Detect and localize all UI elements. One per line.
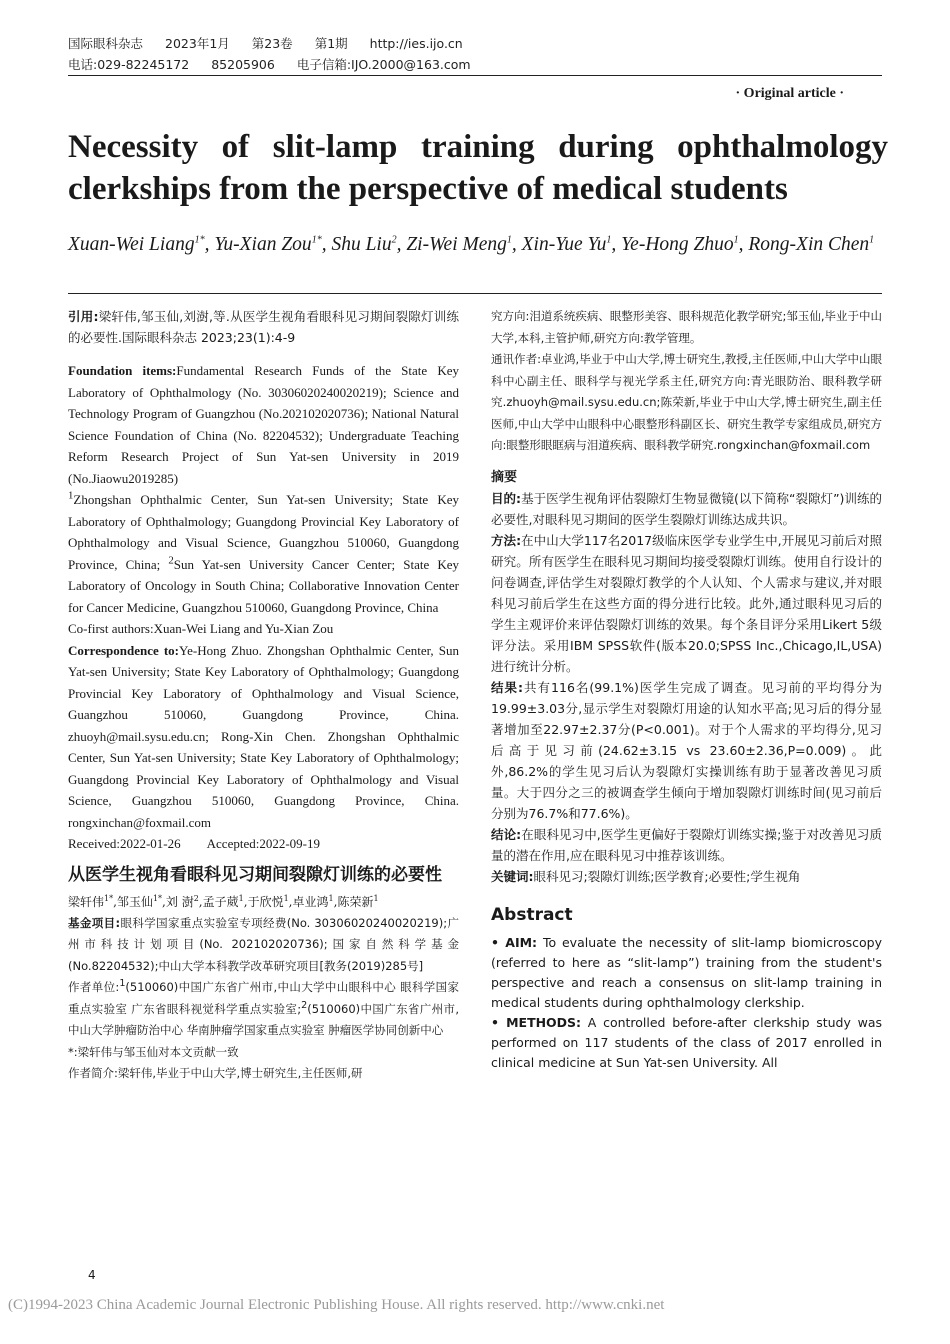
author-affiliation-sup: 1 — [869, 234, 875, 246]
english-abstract-heading: Abstract — [491, 905, 573, 925]
cn-methods-label: 方法: — [491, 533, 522, 548]
copyright-watermark: (C)1994-2023 China Academic Journal Electronic Publishing House. All rights reserved. http://www.cnki.net — [8, 1297, 665, 1313]
dates — [68, 833, 459, 855]
left-column — [68, 306, 459, 1085]
chinese-author-list: 梁轩伟$^{1*}$,邹玉仙$^{1*}$,刘 澍$^2$,孟子葳$^1$,于欣悦$^1$,卓业鸿$^1$,陈荣新$^1$ — [68, 893, 379, 909]
chinese-units — [68, 977, 459, 1042]
cn-unit-text1: (510060)中国广东省广州市,中山大学中山眼科中心 眼科学国家重点实验室 广东省眼科视觉科学重点实验室; — [68, 980, 460, 1016]
cn-author-name: 邹玉仙 — [116, 894, 153, 909]
cn-fund-label: 基金项目: — [68, 915, 121, 930]
en-aim-label: • AIM: — [491, 934, 538, 950]
cn-author-name: 卓业鸿 — [292, 894, 329, 909]
cn-author-name: 梁轩伟 — [68, 894, 105, 909]
author-name: Xin-Yue Yu — [521, 234, 607, 255]
chinese-bio — [68, 1063, 459, 1085]
cn-results-label: 结果: — [491, 680, 524, 695]
author-name: Yu-Xian Zou — [214, 234, 312, 255]
right-column — [491, 306, 882, 1073]
cn-conclusion-text: 在眼科见习中,医学生更偏好于裂隙灯训练实操;鉴于对改善见习质量的潜在作用,应在眼科见习中推荐该训练。 — [491, 827, 883, 863]
chinese-correspondence — [491, 349, 882, 457]
journal-url: http://ies.ijo.cn — [369, 36, 463, 51]
author-name: Xuan-Wei Liang — [68, 234, 195, 255]
correspondence-text-2: Rong-Xin Chen. Zhongshan Ophthalmic Center, Sun Yat-sen University; State Key Laboratory of Ophthalmology; Guangdong Provincial Key Laboratory of Ophthalmology and Visual Science, Guangzhou 510060, Guangdong Province, China. rongxinchan@foxmail.com — [68, 728, 460, 830]
affiliations — [68, 489, 459, 618]
cn-methods-text: 在中山大学117名2017级临床医学专业学生中,开展见习前后对照研究。所有医学生在眼科见习期间均接受裂隙灯训练。使用自行设计的问卷调查,评估学生对裂隙灯教学的个人认知、个人需求与建议,并对眼科见习前后学生在这些方面的得分进行比较。此外,通过眼科见习后的学生主观评价来评估裂隙灯训练的效果。每个条目评分采用Likert 5级评分法。采用IBM SPSS软件(版本20.0;SPSS Inc.,Chicago,IL,USA)进行统计分析。 — [491, 533, 882, 674]
accepted-date: Accepted:2022-09-19 — [206, 836, 320, 851]
cn-author-name: 于欣悦 — [247, 894, 284, 909]
journal-name: 国际眼科杂志 — [68, 36, 144, 51]
en-methods — [491, 1013, 882, 1073]
cn-corr-text: 卓业鸿,毕业于中山大学,博士研究生,教授,主任医师,中山大学中山眼科中心副主任、眼科学与视光学系主任,研究方向:青光眼防治、眼科教学研究.zhuoyh@mail.sysu.edu.cn;陈荣新,毕业于中山大学,博士研究生,副主任医师,中山大学中山眼科中心眼整形科副区长、研究生教学专家组成员,研究方向:眼整形眼眶病与泪道疾病、眼科教学研究.rongxinchan@foxmail.com — [491, 352, 882, 452]
cn-conclusion — [491, 824, 882, 866]
author-list: Xuan-Wei Liang$^{1*}$, Yu-Xian Zou$^{1*}$, Shu Liu$^2$, Zi-Wei Meng$^1$, Xin-Yue Yu$^1$, Ye-Hong Zhuo$^1$, Rong-Xin Chen$^1$ — [68, 234, 875, 255]
cn-aim — [491, 488, 882, 530]
foundation-items — [68, 360, 459, 489]
article-type: · Original article · — [735, 86, 844, 101]
cn-methods — [491, 530, 882, 677]
citation-label: 引用: — [68, 309, 99, 324]
affil2-sup: 2 — [168, 554, 174, 567]
issue-date: 2023年1月 — [165, 36, 230, 51]
cn-unit-sup2: 2 — [301, 999, 308, 1011]
cn-unit-label: 作者单位: — [68, 980, 120, 994]
received-date: Received:2022-01-26 — [68, 836, 181, 851]
en-methods-label: • METHODS: — [491, 1014, 582, 1030]
page-number: 4 — [88, 1268, 96, 1282]
author-affiliation-sup: 1 — [606, 234, 612, 246]
chinese-title: 从医学生视角看眼科见习期间裂隙灯训练的必要性 — [68, 864, 442, 885]
cn-unit-text2: (510060)中国广东省广州市,中山大学肿瘤防治中心 华南肿瘤学国家重点实验室 肿瘤医学协同创新中心 — [68, 1001, 459, 1037]
en-aim-text: To evaluate the necessity of slit-lamp biomicroscopy (referred to here as “slit-lamp”) training from the student's perspective and reach a consensus on slit-lamp training in medical students during ophthalmology clerkship. — [491, 934, 882, 1010]
cn-bio-label: 作者简介: — [68, 1066, 118, 1080]
cn-corr-label: 通讯作者: — [491, 352, 541, 366]
cn-keywords-label: 关键词: — [491, 869, 534, 884]
cn-author-sup: 1 — [373, 893, 379, 903]
cn-author-sup: 1 — [283, 893, 289, 903]
chinese-foundation — [68, 913, 459, 978]
phone: 电话:029-82245172 — [68, 57, 190, 72]
cn-aim-text: 基于医学生视角评估裂隙灯生物显微镜(以下简称“裂隙灯”)训练的必要性,对眼科见习期间的医学生裂隙灯训练达成共识。 — [491, 491, 883, 527]
en-aim — [491, 933, 882, 1013]
correspondence-label: Correspondence to: — [68, 642, 180, 658]
email: 电子信箱:IJO.2000@163.com — [296, 57, 471, 72]
author-affiliation-sup: 1 — [733, 234, 739, 246]
author-affiliation-sup: 1* — [194, 234, 205, 246]
cn-author-name: 陈荣新 — [337, 894, 374, 909]
volume: 第23卷 — [251, 36, 293, 51]
cn-keywords — [491, 866, 882, 887]
cn-results-text: 共有116名(99.1%)医学生完成了调查。见习前的平均得分为19.99±3.03分,显示学生对裂隙灯用途的认知水平高;见习后的得分显著增加至22.97±2.37分(P<0.001)。对于个人需求的平均得分,见习后高于见习前(24.62±3.15 vs 23.60±2.36,P=0.009)。此外,86.2%的学生见习后认为裂隙灯实操训练有助于显著改善见习质量。大于四分之三的被调查学生倾向于增加裂隙灯训练时间(见习前后分别为76.7%和77.6%)。 — [491, 680, 882, 821]
cn-author-sup: 2 — [193, 893, 199, 903]
header-divider — [68, 75, 882, 76]
cn-unit-sup1: 1 — [119, 978, 126, 990]
cn-author-sup: 1 — [328, 893, 334, 903]
foundation-text: Fundamental Research Funds of the State Key Laboratory of Ophthalmology (No. 30306020240020219); Science and Technology Program of Guangzhou (No.202102020736); National Natural Science Foundation of China (No. 82204532); Undergraduate Teaching Reform Research Project of Sun Yat-sen University in 2019 (No.Jiaowu2019285) — [68, 363, 459, 486]
citation — [68, 306, 459, 348]
cn-conclusion-label: 结论: — [491, 827, 522, 842]
cn-aim-label: 目的: — [491, 491, 522, 506]
author-name: Rong-Xin Chen — [748, 234, 870, 255]
affil2-text: Sun Yat-sen University Cancer Center; State Key Laboratory of Oncology in South China; Collaborative Innovation Center for Cancer Medicine, Guangzhou 510060, Guangdong Province, China — [68, 556, 459, 615]
cn-author-sup: 1 — [238, 893, 244, 903]
chinese-abstract-heading: 摘要 — [491, 469, 518, 485]
author-name: Ye-Hong Zhuo — [621, 234, 734, 255]
phone-2: 85205906 — [211, 57, 275, 72]
paper-title: Necessity of slit-lamp training during ophthalmology clerkships from the perspective of medical students — [68, 129, 888, 207]
cn-fund-text: 眼科学国家重点实验室专项经费(No. 30306020240020219);广州市科技计划项目(No. 202102020736);国家自然科学基金(No.82204532);中山大学本科教学改革研究项目[教务(2019)285号] — [68, 915, 459, 973]
affil1-text: Zhongshan Ophthalmic Center, Sun Yat-sen University; State Key Laboratory of Ophthalmology; Guangdong Provincial Key Laboratory of Ophthalmology and Visual Science, Guangzhou 510060, Guangdong Province, China; — [68, 492, 459, 572]
chinese-cofirst: *:梁轩伟与邹玉仙对本文贡献一致 — [68, 1044, 239, 1059]
affil1-sup: 1 — [68, 489, 74, 502]
cn-author-name: 孟子葳 — [202, 894, 239, 909]
cn-bio-text: 梁轩伟,毕业于中山大学,博士研究生,主任医师,研 — [117, 1066, 363, 1080]
correspondence — [68, 640, 459, 834]
author-name: Zi-Wei Meng — [406, 234, 507, 255]
chinese-bio-continued: 究方向:泪道系统疾病、眼整形美容、眼科规范化教学研究;邹玉仙,毕业于中山大学,本科,主管护师,研究方向:教学管理。 — [491, 309, 882, 345]
en-methods-text: A controlled before-after clerkship study was performed on 117 students of the class of 2017 enrolled in clinical medicine at Sun Yat-sen University. All — [491, 1014, 882, 1070]
citation-text: 梁轩伟,邹玉仙,刘澍,等.从医学生视角看眼科见习期间裂隙灯训练的必要性.国际眼科杂志 2023;23(1):4-9 — [68, 309, 459, 345]
foundation-label: Foundation items: — [68, 363, 177, 378]
cn-keywords-text: 眼科见习;裂隙灯训练;医学教育;必要性;学生视角 — [533, 869, 801, 884]
issue: 第1期 — [314, 36, 348, 51]
co-first-authors: Co-first authors:Xuan-Wei Liang and Yu-Xian Zou — [68, 621, 334, 636]
running-header-line1 — [68, 34, 485, 52]
author-affiliation-sup: 2 — [391, 234, 397, 246]
running-header-line2 — [68, 55, 493, 73]
cn-author-sup: 1* — [152, 893, 163, 903]
author-affiliation-sup: 1 — [506, 234, 512, 246]
title-divider — [68, 293, 882, 294]
cn-author-sup: 1* — [104, 893, 114, 903]
cn-results — [491, 677, 882, 824]
correspondence-text-1: Ye-Hong Zhuo. Zhongshan Ophthalmic Center, Sun Yat-sen University; State Key Laboratory of Ophthalmology; Guangdong Provincial Key Laboratory of Ophthalmology and Visual Science, Guangzhou 510060, Guangdong Province, China. zhuoyh@mail.sysu.edu.cn; — [68, 642, 459, 744]
author-affiliation-sup: 1* — [311, 234, 322, 246]
author-name: Shu Liu — [331, 234, 392, 255]
cn-author-name: 刘 澍 — [165, 894, 194, 909]
